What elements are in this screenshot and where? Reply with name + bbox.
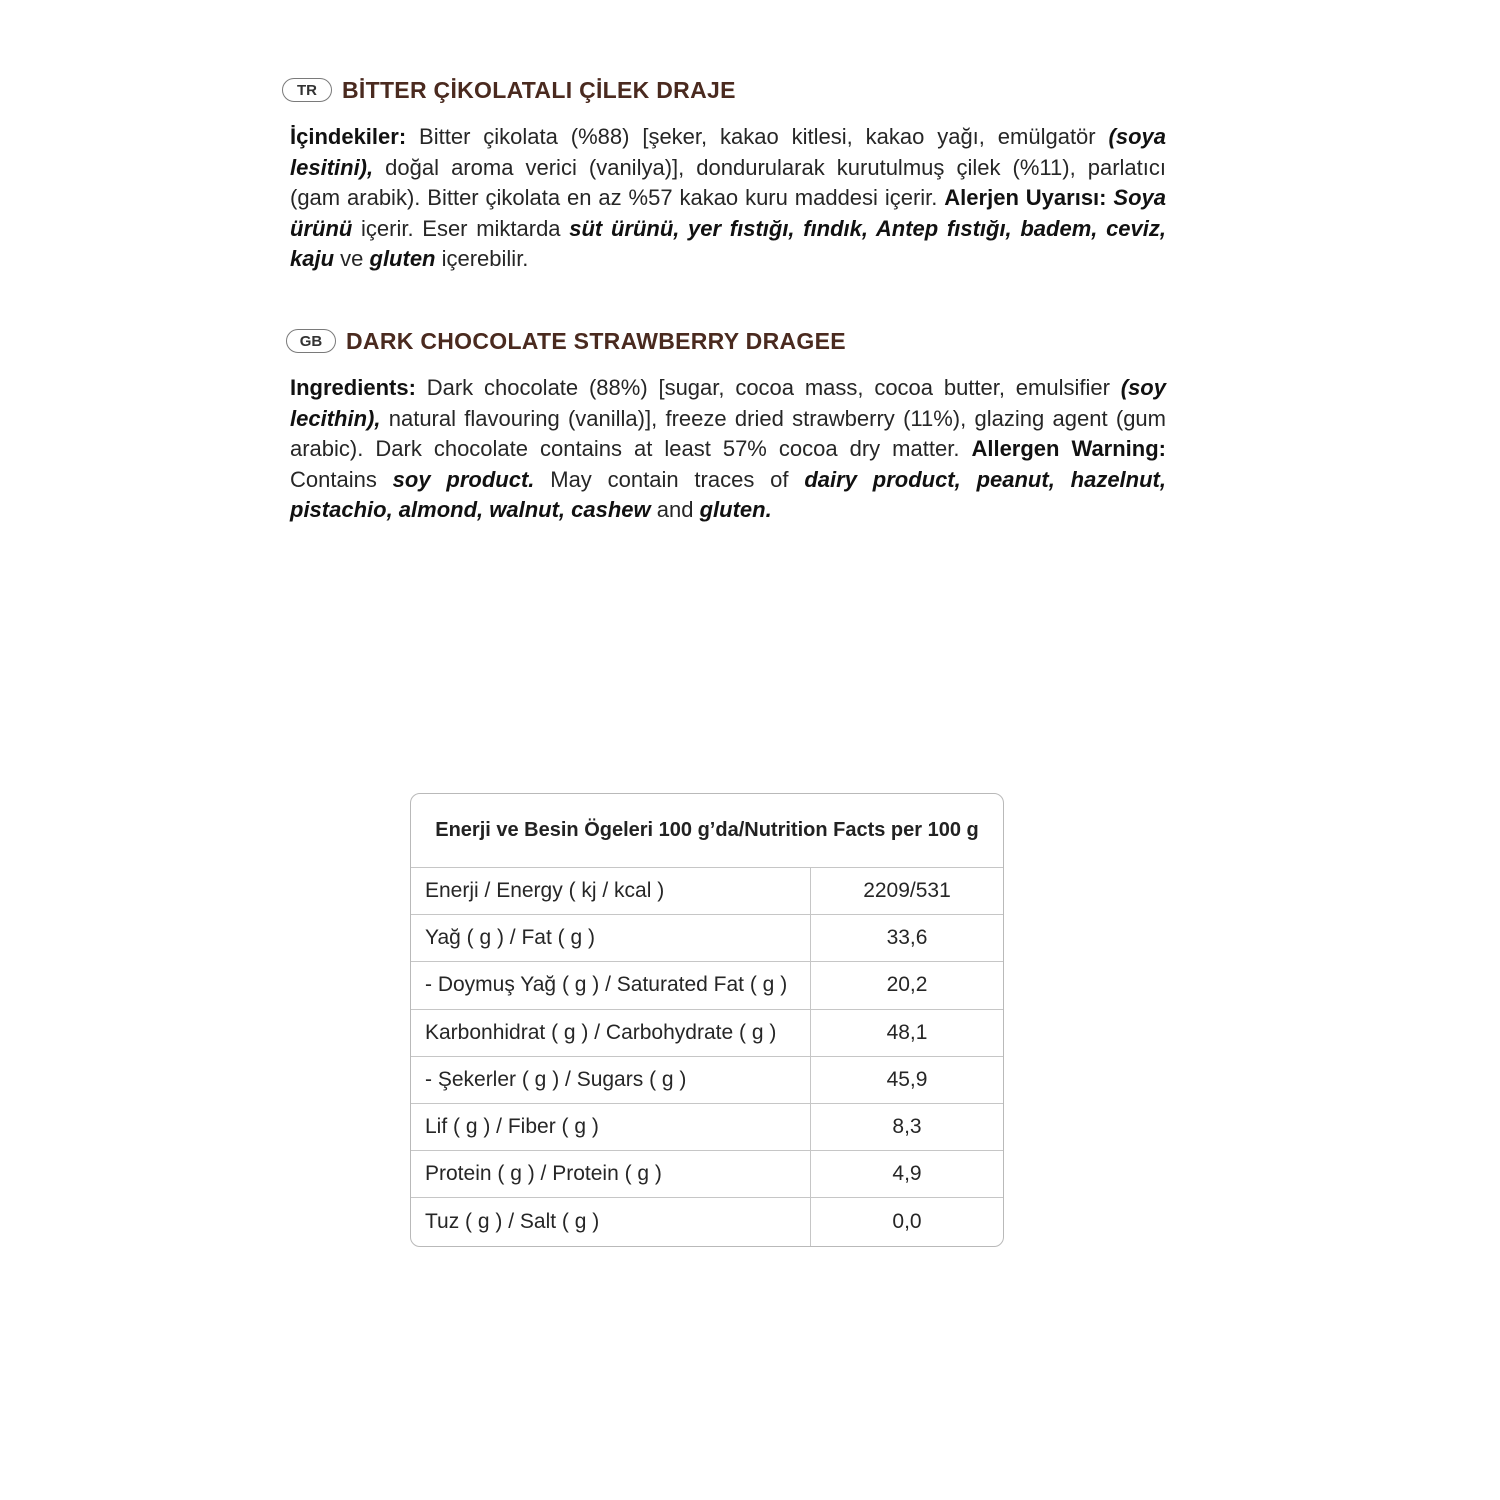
turkish-ingredients	[290, 122, 1166, 275]
ingredients-text: içerir. Eser miktarda	[352, 215, 570, 241]
row-value: 33,6	[886, 926, 928, 950]
nutrition-table	[410, 793, 1004, 1247]
row-label: Protein ( g ) / Protein ( g )	[411, 1151, 811, 1197]
turkish-heading	[282, 72, 1166, 108]
ingredients-text: doğal aroma verici (vanilya)], dondurularak kurutulmuş çilek (%11), parlatıcı (gam arabik). Bitter çikolata en az %57 kakao kuru maddesi içerir.	[290, 154, 1166, 210]
ingredients-text: içerebilir.	[435, 246, 529, 271]
table-row	[411, 1151, 1003, 1198]
allergen-highlight: (soy lecithin),	[290, 375, 1166, 431]
ingredients-text: and	[650, 497, 700, 522]
allergen-highlight: Soya ürünü	[290, 185, 1166, 241]
ingredients-text: Contains	[290, 466, 393, 492]
row-label: Tuz ( g ) / Salt ( g )	[411, 1198, 811, 1245]
english-title: DARK CHOCOLATE STRAWBERRY DRAGEE	[346, 327, 846, 354]
tr-badge: TR	[282, 78, 332, 102]
english-section	[290, 323, 1166, 526]
row-label: Enerji / Energy ( kj / kcal )	[411, 868, 811, 914]
ingredients-text: natural flavouring (vanilla)], freeze dried strawberry (11%), glazing agent (gum arabic). Dark chocolate contains at least 57% cocoa dry matter.	[290, 405, 1166, 461]
nutrition-table-header: Enerji ve Besin Ögeleri 100 g’da/Nutrition Facts per 100 g	[411, 794, 1003, 868]
row-label: - Doymuş Yağ ( g ) / Saturated Fat ( g )	[411, 962, 811, 1008]
row-label: Karbonhidrat ( g ) / Carbohydrate ( g )	[411, 1010, 811, 1056]
allergen-highlight: süt ürünü, yer fıstığı, fındık, Antep fıstığı, badem, ceviz, kaju	[290, 215, 1167, 271]
row-value: 8,3	[892, 1115, 922, 1139]
allergen-highlight: (soya lesitini),	[290, 124, 1166, 180]
row-value: 2209/531	[863, 879, 951, 903]
table-row	[411, 915, 1003, 962]
table-row	[411, 962, 1003, 1009]
turkish-title: BİTTER ÇİKOLATALI ÇİLEK DRAJE	[342, 76, 736, 103]
table-row	[411, 1198, 1003, 1245]
row-label: - Şekerler ( g ) / Sugars ( g )	[411, 1057, 811, 1103]
row-value: 4,9	[892, 1162, 922, 1186]
ingredients-text: Bitter çikolata (%88) [şeker, kakao kitlesi, kakao yağı, emülgatör	[406, 124, 1109, 149]
table-row	[411, 868, 1003, 915]
table-row	[411, 1057, 1003, 1104]
allergen-warning-label: Allergen Warning:	[971, 436, 1166, 461]
english-ingredients	[290, 373, 1166, 526]
allergen-highlight: soy product.	[392, 466, 535, 492]
table-row	[411, 1010, 1003, 1057]
ingredients-text: ve	[334, 246, 370, 271]
ingredients-label: Ingredients:	[290, 375, 416, 400]
allergen-highlight: gluten	[369, 246, 436, 271]
ingredients-label: İçindekiler:	[290, 124, 407, 149]
row-label: Lif ( g ) / Fiber ( g )	[411, 1104, 811, 1150]
ingredients-text: May contain traces of	[534, 466, 805, 492]
gb-badge: GB	[286, 329, 336, 353]
ingredients-text: Dark chocolate (88%) [sugar, cocoa mass, cocoa butter, emulsifier	[415, 375, 1121, 400]
allergen-highlight: dairy product, peanut, hazelnut, pistachio, almond, walnut, cashew	[290, 466, 1166, 522]
table-row	[411, 1104, 1003, 1151]
row-label: Yağ ( g ) / Fat ( g )	[411, 915, 811, 961]
english-heading	[286, 323, 1166, 359]
row-value: 20,2	[886, 973, 928, 997]
allergen-highlight: gluten.	[699, 497, 772, 522]
row-value: 0,0	[892, 1209, 922, 1233]
row-value: 45,9	[886, 1067, 928, 1091]
row-value: 48,1	[886, 1020, 928, 1044]
allergen-warning-label: Alerjen Uyarısı:	[944, 185, 1107, 210]
turkish-section	[290, 72, 1166, 275]
